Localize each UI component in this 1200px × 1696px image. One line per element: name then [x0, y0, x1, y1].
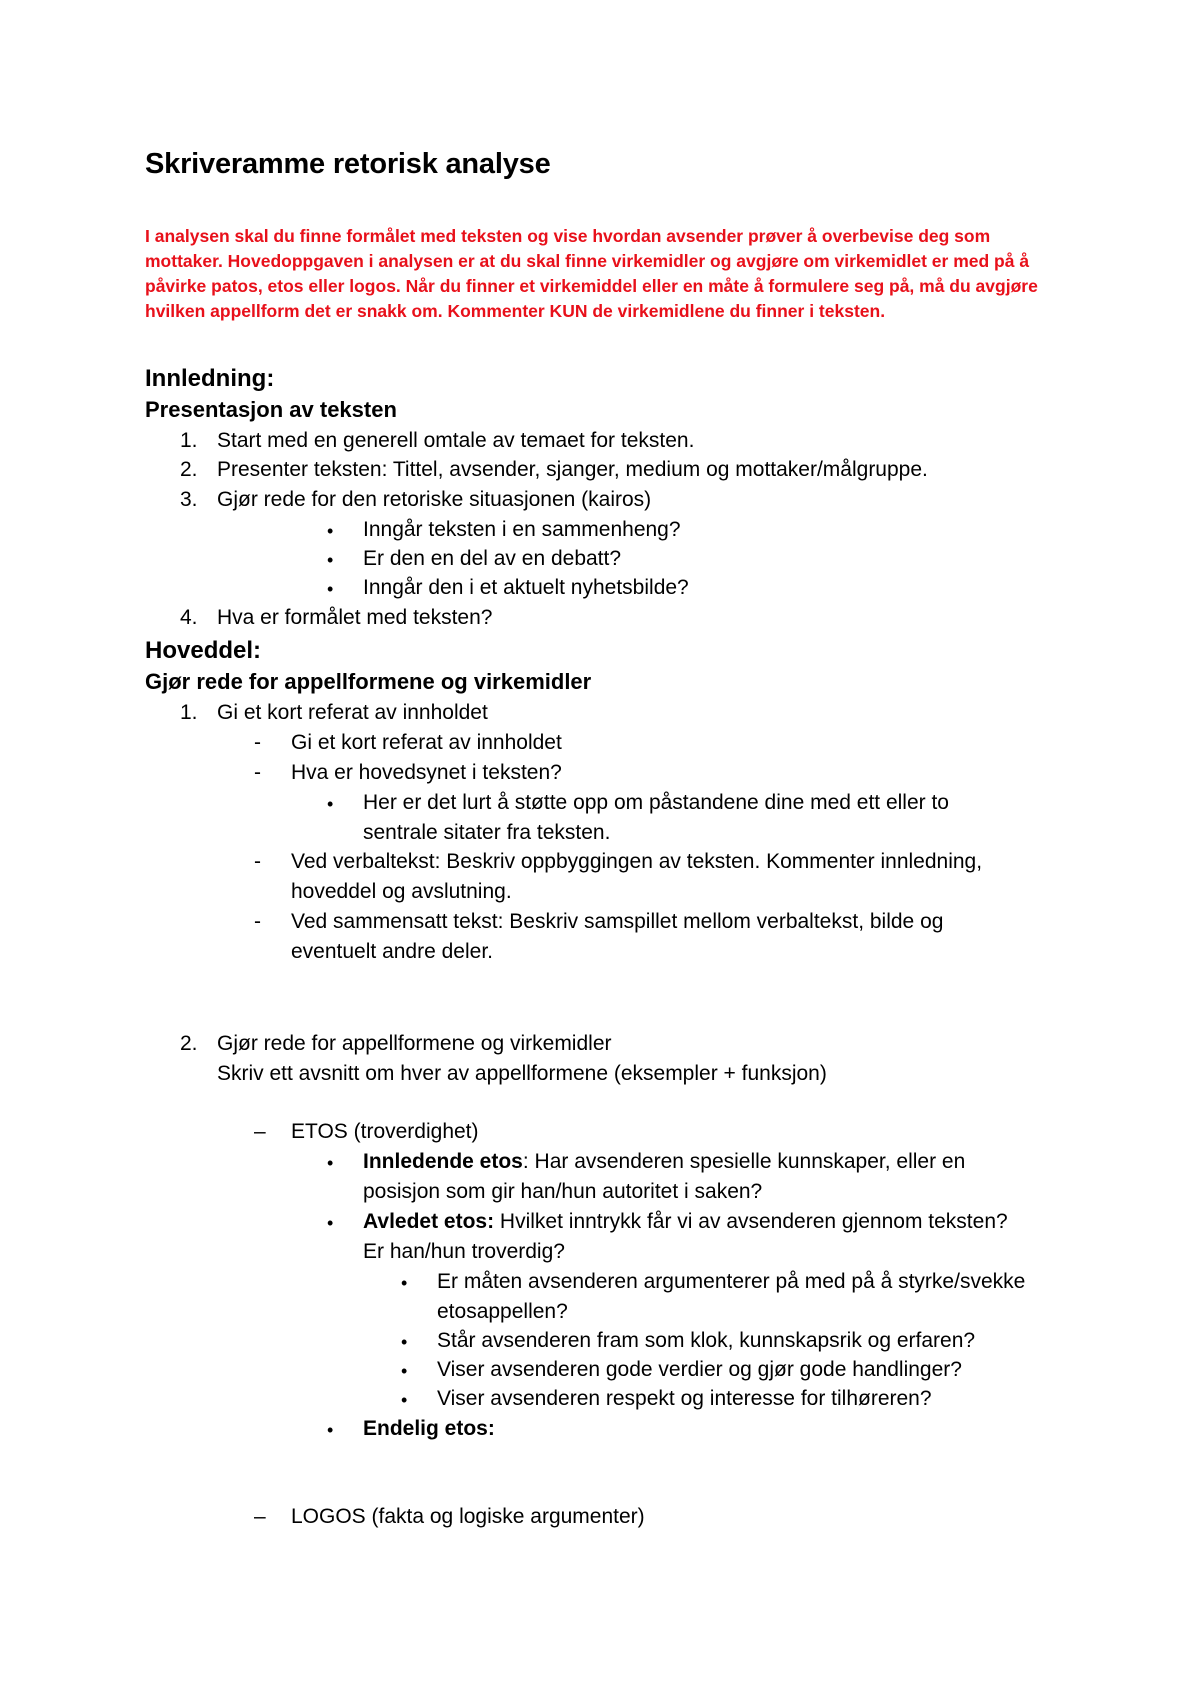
bullet-icon: •: [401, 1332, 408, 1352]
dash-marker: -: [254, 731, 261, 754]
intro-line: hvilken appellform det er snakk om. Kommenter KUN de virkemidlene du finner i teksten.: [145, 301, 886, 321]
list-item: Start med en generell omtale av temaet for teksten.: [217, 429, 695, 452]
list-item-continuation: Er han/hun troverdig?: [363, 1240, 565, 1263]
bullet-icon: •: [327, 521, 334, 541]
list-item: Viser avsenderen gode verdier og gjør gode handlinger?: [437, 1358, 962, 1381]
dash-marker: -: [254, 910, 261, 933]
endash-marker: –: [254, 1120, 266, 1143]
bullet-icon: •: [327, 1153, 334, 1173]
list-item-continuation: sentrale sitater fra teksten.: [363, 821, 611, 844]
list-item-continuation: etosappellen?: [437, 1300, 568, 1323]
bullet-icon: •: [327, 550, 334, 570]
innledende-etos-term: Innledende etos: [363, 1150, 523, 1173]
list-number: 2.: [180, 458, 198, 481]
list-number: 4.: [180, 606, 198, 629]
dash-marker: -: [254, 850, 261, 873]
bullet-icon: •: [401, 1361, 408, 1381]
list-item: Ved sammensatt tekst: Beskriv samspillet mellom verbaltekst, bilde og: [291, 910, 944, 933]
endash-marker: –: [254, 1505, 266, 1528]
list-item: Er den en del av en debatt?: [363, 547, 622, 570]
etos-label: ETOS (troverdighet): [291, 1120, 479, 1143]
bullet-icon: •: [327, 579, 334, 599]
hoveddel-heading: Hoveddel:: [145, 637, 262, 664]
bullet-icon: •: [327, 794, 334, 814]
list-number: 2.: [180, 1032, 198, 1055]
list-item: [363, 1150, 965, 1174]
list-number: 1.: [180, 429, 198, 452]
innledning-subheading: Presentasjon av teksten: [145, 397, 397, 422]
avledet-etos-term: Avledet etos:: [363, 1210, 495, 1233]
intro-instructions: [145, 224, 1085, 324]
list-item-continuation: hoveddel og avslutning.: [291, 880, 512, 903]
list-item: Gjør rede for appellformene og virkemidler: [217, 1032, 612, 1055]
list-item: Presenter teksten: Tittel, avsender, sjanger, medium og mottaker/målgruppe.: [217, 458, 928, 481]
avledet-etos-text: Hvilket inntrykk får vi av avsenderen gjennom teksten?: [494, 1210, 1008, 1233]
hoveddel-subheading: Gjør rede for appellformene og virkemidler: [145, 669, 592, 694]
bullet-icon: •: [327, 1420, 334, 1440]
list-item: Ved verbaltekst: Beskriv oppbyggingen av teksten. Kommenter innledning,: [291, 850, 983, 873]
bullet-icon: •: [401, 1390, 408, 1410]
list-item: Inngår teksten i en sammenheng?: [363, 518, 681, 541]
innledning-heading: Innledning:: [145, 365, 275, 392]
bullet-icon: •: [401, 1273, 408, 1293]
bullet-icon: •: [327, 1213, 334, 1233]
list-item: Gi et kort referat av innholdet: [291, 731, 562, 754]
intro-line: I analysen skal du finne formålet med teksten og vise hvordan avsender prøver å overbevise deg som: [145, 226, 991, 246]
list-item-continuation: eventuelt andre deler.: [291, 940, 493, 963]
dash-marker: -: [254, 761, 261, 784]
list-item: Inngår den i et aktuelt nyhetsbilde?: [363, 576, 689, 599]
list-item: Står avsenderen fram som klok, kunnskapsrik og erfaren?: [437, 1329, 976, 1352]
list-item: Gjør rede for den retoriske situasjonen (kairos): [217, 488, 652, 511]
list-item: [363, 1210, 1008, 1234]
intro-line: mottaker. Hovedoppgaven i analysen er at du skal finne virkemidler og avgjøre om virkemidlet er med på å: [145, 251, 1030, 271]
endelig-etos-term: Endelig etos:: [363, 1417, 495, 1440]
list-item: Er måten avsenderen argumenterer på med på å styrke/svekke: [437, 1270, 1026, 1293]
logos-label: LOGOS (fakta og logiske argumenter): [291, 1505, 645, 1528]
list-item-continuation: posisjon som gir han/hun autoritet i saken?: [363, 1180, 763, 1203]
list-item: Hva er hovedsynet i teksten?: [291, 761, 562, 784]
innledende-etos-text: : Har avsenderen spesielle kunnskaper, eller en: [522, 1150, 966, 1173]
list-number: 1.: [180, 701, 198, 724]
list-item: Hva er formålet med teksten?: [217, 606, 493, 629]
intro-line: påvirke patos, etos eller logos. Når du finner et virkemiddel eller en måte å formulere seg på, må du avgjøre: [145, 276, 1038, 296]
list-item: Viser avsenderen respekt og interesse for tilhøreren?: [437, 1387, 932, 1410]
document-title: Skriveramme retorisk analyse: [145, 148, 551, 180]
list-item: Gi et kort referat av innholdet: [217, 701, 488, 724]
list-item-continuation: Skriv ett avsnitt om hver av appellformene (eksempler + funksjon): [217, 1062, 827, 1085]
list-item: Her er det lurt å støtte opp om påstandene dine med ett eller to: [363, 791, 949, 814]
list-number: 3.: [180, 488, 198, 511]
